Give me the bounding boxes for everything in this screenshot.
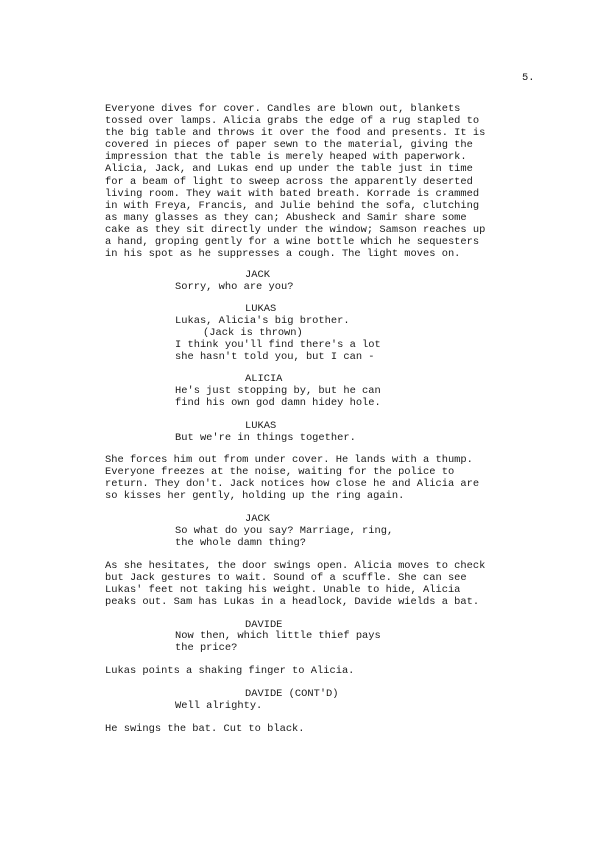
character-cue: LUKAS [245,420,277,432]
dialogue-line: He's just stopping by, but he can find his own god damn hidey hole. [175,385,381,410]
dialogue-line: I think you'll find there's a lot she hasn't told you, but I can - [175,339,381,364]
dialogue-line: But we're in things together. [175,432,356,444]
action-paragraph: Everyone dives for cover. Candles are blown out, blankets tossed over lamps. Alicia grabs the edge of a rug stapled to the big table and throws it over the food and presents. It is covered in pieces of paper sewn to the material, giving the impression that the table is merely heaped with paperwork. Alicia, Jack, and Lukas end up under the table just in time for a beam of light to sweep across the apparently deserted living room. They wait with bated breath. Korrade is crammed in with Freya, Francis, and Julie behind the sofa, clutching as many glasses as they can; Abusheck and Samir share some cake as they sit directly under the window; Samson reaches up a hand, groping gently for a wine bottle which he sequesters in his spot as he suppresses a cough. The light moves on. [105,103,486,261]
action-paragraph: Lukas points a shaking finger to Alicia. [105,665,355,677]
dialogue-line: Now then, which little thief pays the price? [175,630,381,655]
action-paragraph: As she hesitates, the door swings open. Alicia moves to check but Jack gestures to wait. Sound of a scuffle. She can see Lukas' feet not taking his weight. Unable to hide, Alicia peaks out. Sam has Lukas in a headlock, Davide wields a bat. [105,560,486,609]
character-cue: DAVIDE (CONT'D) [245,688,339,700]
character-cue: ALICIA [245,373,283,385]
character-cue: JACK [245,513,270,525]
character-cue: JACK [245,269,270,281]
dialogue-line: So what do you say? Marriage, ring, the whole damn thing? [175,525,394,550]
parenthetical: (Jack is thrown) [203,327,303,339]
dialogue-line: Well alrighty. [175,700,263,712]
action-paragraph: She forces him out from under cover. He lands with a thump. Everyone freezes at the noise, waiting for the police to return. They don't. Jack notices how close he and Alicia are so kisses her gently, holding up the ring again. [105,454,480,503]
character-cue: DAVIDE [245,619,283,631]
character-cue: LUKAS [245,303,277,315]
page-number: 5. [522,72,535,84]
action-paragraph: He swings the bat. Cut to black. [105,723,305,735]
dialogue-line: Lukas, Alicia's big brother. [175,315,350,327]
dialogue-line: Sorry, who are you? [175,281,294,293]
